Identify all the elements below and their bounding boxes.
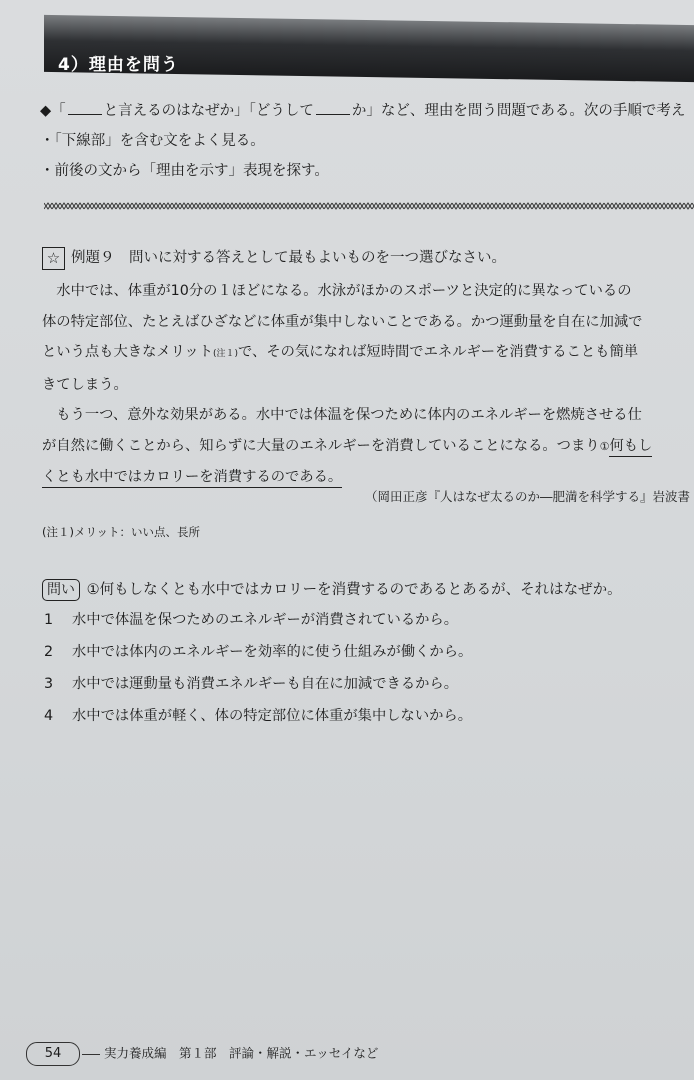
page-number: 54: [26, 1042, 80, 1066]
underline-marker: ①: [599, 439, 610, 453]
question: [42, 578, 622, 601]
footer-text: 実力養成編 第１部 評論・解説・エッセイなど: [104, 1045, 379, 1061]
blank-line: [68, 114, 102, 115]
footer-dash: [82, 1054, 100, 1055]
intro-bullet-1: ・「下線部」を含む文をよく見る。: [40, 133, 265, 149]
section-title: 4）理由を問う: [58, 55, 179, 75]
intro-bullet-2: ・前後の文から「理由を示す」表現を探す。: [40, 163, 329, 179]
question-tag: 問い: [42, 579, 80, 601]
intro-lead: ◆「 と言えるのはなぜか」「どうして か」など、理由を問う問題である。次の手順で考え: [40, 103, 686, 119]
choice-1: 1 水中で体温を保つためのエネルギーが消費されているから。: [44, 612, 459, 628]
answer-choices: [44, 604, 472, 732]
footnote-marker: (注１): [213, 349, 239, 359]
source-citation: （岡田正彦『人はなぜ太るのか―肥満を科学する』岩波書: [364, 489, 690, 504]
underlined-text: 何もし: [609, 438, 652, 457]
star-icon: ☆: [42, 247, 65, 270]
footnote: (注１)メリット：いい点、長所: [42, 525, 201, 539]
passage-line: 体の特定部位、たとえばひざなどに体重が集中しないことである。かつ運動量を自在に加減で: [42, 313, 643, 330]
reading-passage: [42, 276, 692, 493]
underlined-text: くとも水中ではカロリーを消費するのである。: [42, 469, 342, 488]
question-text: ①何もしなくとも水中ではカロリーを消費するのであるとあるが、それはなぜか。: [86, 582, 622, 598]
passage-line: きてしまう。: [42, 376, 128, 393]
choice-3: 3 水中では運動量も消費エネルギーも自在に加減できるから。: [44, 676, 459, 692]
intro-instructions: [40, 96, 690, 186]
zigzag-divider: [44, 200, 694, 212]
example-heading: [42, 246, 506, 270]
choice-2: 2 水中では体内のエネルギーを効率的に使う仕組みが働くから。: [44, 644, 473, 660]
blank-line: [316, 114, 350, 115]
example-label: 例題９ 問いに対する答えとして最もよいものを一つ選びなさい。: [71, 250, 506, 266]
page-footer: [26, 1042, 378, 1066]
passage-line: もう一つ、意外な効果がある。水中では体温を保つために体内のエネルギーを燃焼させる仕: [42, 407, 642, 423]
passage-line: が自然に働くことから、知らずに大量のエネルギーを消費していることになる。つまり①何もし: [42, 431, 692, 463]
choice-4: 4 水中では体重が軽く、体の特定部位に体重が集中しないから。: [44, 708, 473, 724]
passage-line: という点も大きなメリット(注１)で、その気になれば短時間でエネルギーを消費することも簡単: [42, 344, 639, 360]
passage-line: 水中では、体重が10分の１ほどになる。水泳がほかのスポーツと決定的に異なっているの: [42, 283, 632, 299]
